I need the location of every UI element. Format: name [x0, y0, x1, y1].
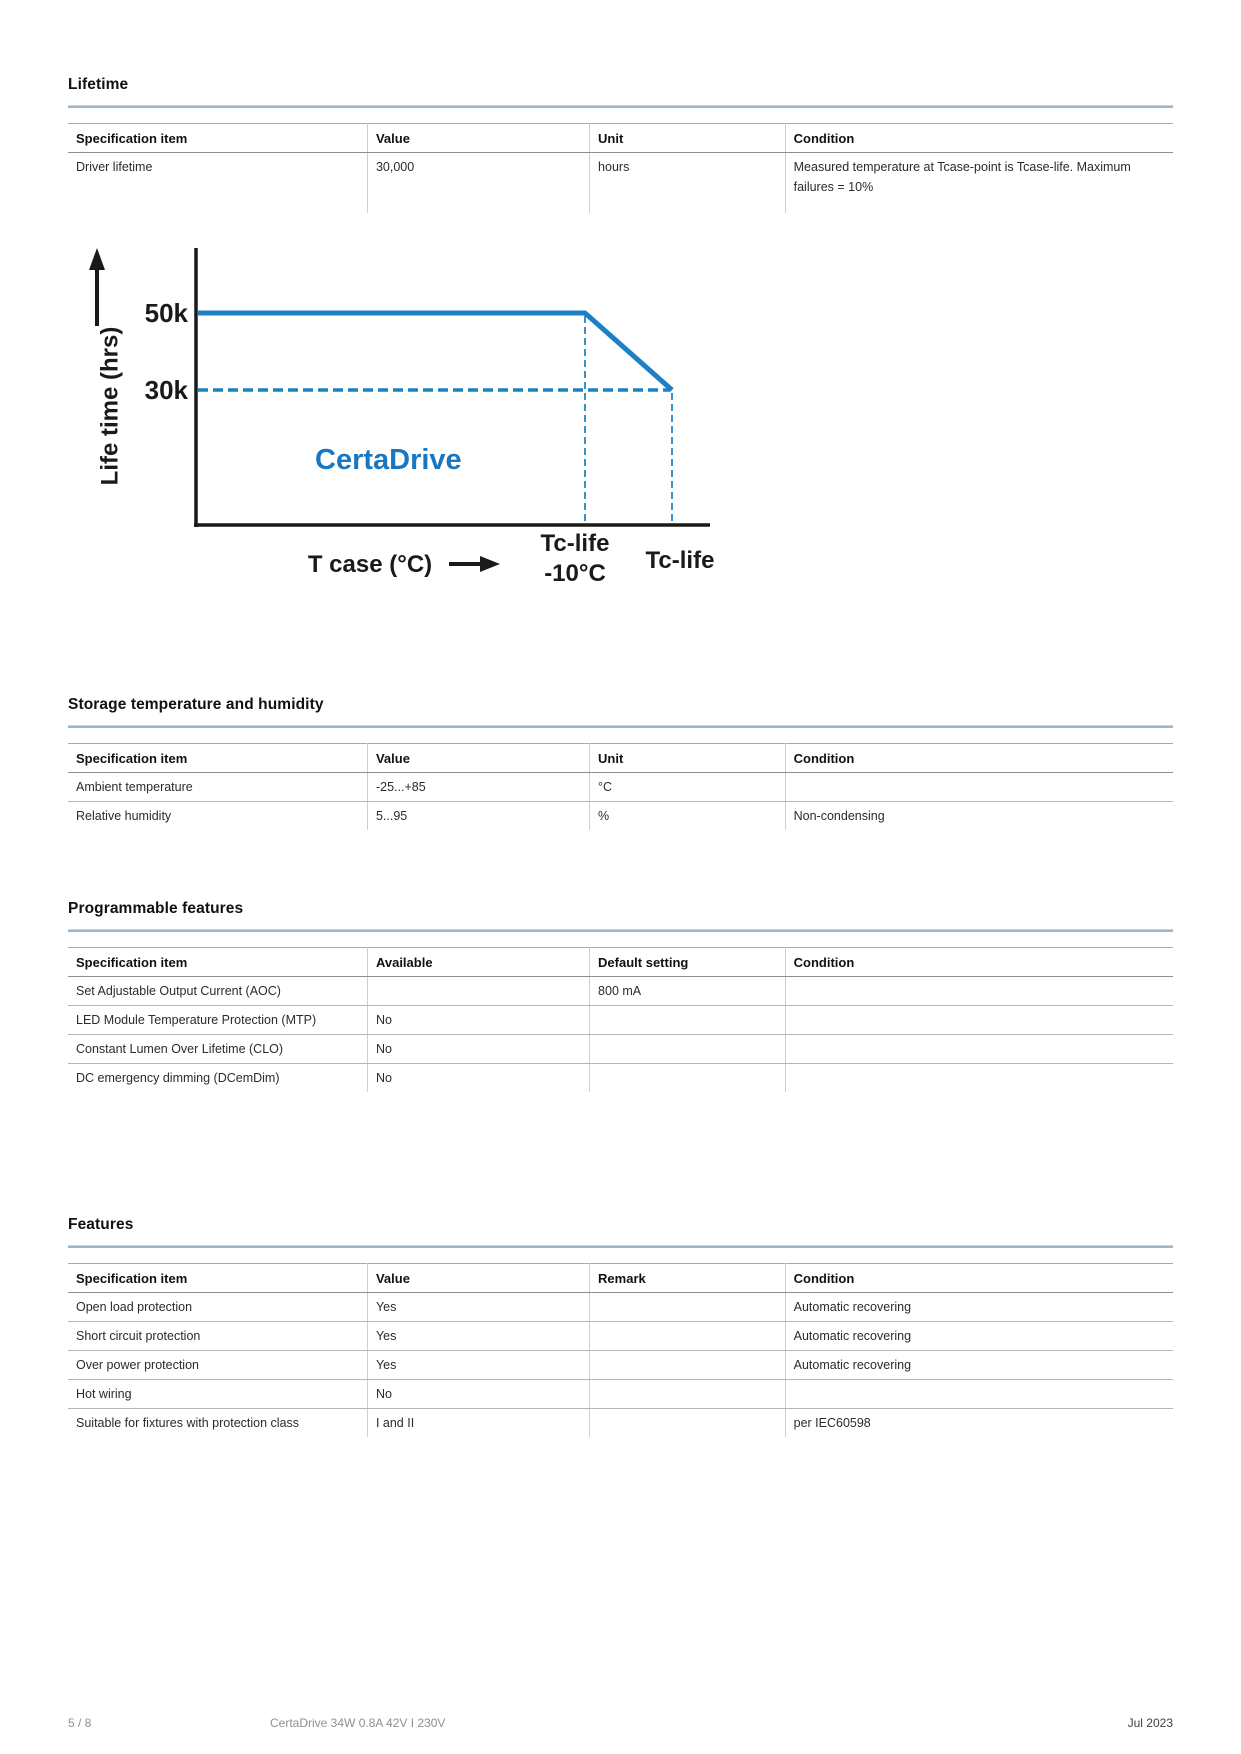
- table-cell: Hot wiring: [68, 1380, 367, 1409]
- table-cell: %: [590, 802, 786, 831]
- programmable-features-table: [68, 947, 1173, 1092]
- y-tick-50k: 50k: [144, 298, 188, 328]
- x-axis-label: T case (°C): [307, 551, 433, 578]
- section-programmable-features: [68, 899, 1173, 1092]
- table-cell: hours: [590, 153, 786, 214]
- column-header: Specification item: [68, 948, 367, 977]
- table-header-row: [68, 1264, 1173, 1293]
- table-cell: Yes: [367, 1351, 589, 1380]
- table-cell: Yes: [367, 1322, 589, 1351]
- table-cell: Ambient temperature: [68, 773, 367, 802]
- features-table: [68, 1263, 1173, 1437]
- lifetime-chart: [80, 228, 728, 611]
- table-cell: 30,000: [367, 153, 589, 214]
- section-divider: [68, 725, 1173, 728]
- column-header: Specification item: [68, 1264, 367, 1293]
- table-row: [68, 1380, 1173, 1409]
- table-cell: Constant Lumen Over Lifetime (CLO): [68, 1035, 367, 1064]
- table-cell: Open load protection: [68, 1293, 367, 1322]
- marker-tclife-minus10-label-line1: Tc-life: [540, 530, 610, 557]
- section-features: [68, 1215, 1173, 1437]
- table-cell: per IEC60598: [785, 1409, 1173, 1438]
- table-row: [68, 802, 1173, 831]
- table-row: [68, 1351, 1173, 1380]
- table-cell: Measured temperature at Tcase-point is Tcase-life. Maximum failures = 10%: [785, 153, 1173, 214]
- chart-watermark: CertaDrive: [315, 444, 462, 476]
- column-header: Value: [367, 124, 589, 153]
- table-row: [68, 773, 1173, 802]
- table-cell: I and II: [367, 1409, 589, 1438]
- section-divider: [68, 105, 1173, 108]
- column-header: Available: [367, 948, 589, 977]
- marker-tclife-minus10-label-line2: -10°C: [544, 560, 606, 587]
- table-cell: [785, 1064, 1173, 1093]
- table-cell: Short circuit protection: [68, 1322, 367, 1351]
- column-header: Value: [367, 744, 589, 773]
- column-header: Condition: [785, 124, 1173, 153]
- table-cell: [590, 1293, 786, 1322]
- section-divider: [68, 929, 1173, 932]
- table-cell: [590, 1064, 786, 1093]
- y-axis-label: Life time (hrs): [96, 326, 124, 486]
- table-cell: 800 mA: [590, 977, 786, 1006]
- table-row: [68, 1409, 1173, 1438]
- table-cell: No: [367, 1006, 589, 1035]
- table-header-row: [68, 744, 1173, 773]
- table-cell: No: [367, 1064, 589, 1093]
- footer-product-name: CertaDrive 34W 0.8A 42V I 230V: [270, 1716, 446, 1730]
- x-axis-arrow-icon: [449, 556, 500, 572]
- table-cell: Driver lifetime: [76, 160, 153, 174]
- column-header: Specification item: [68, 744, 367, 773]
- section-divider: [68, 1245, 1173, 1248]
- table-row: [68, 1064, 1173, 1093]
- column-header: Value: [367, 1264, 589, 1293]
- section-title: Lifetime: [68, 76, 129, 93]
- section-title: Programmable features: [68, 900, 244, 917]
- y-axis-arrow-icon: [89, 248, 105, 326]
- table-cell: [590, 1409, 786, 1438]
- page-number: 5 / 8: [68, 1716, 92, 1730]
- footer-date: Jul 2023: [1127, 1716, 1173, 1730]
- lifetime-table: [68, 123, 1173, 213]
- table-cell: °C: [590, 773, 786, 802]
- table-header-row: [68, 124, 1173, 153]
- table-cell: LED Module Temperature Protection (MTP): [68, 1006, 367, 1035]
- table-cell: Relative humidity: [76, 809, 172, 823]
- column-header: Condition: [785, 1264, 1173, 1293]
- table-cell: -25...+85: [367, 773, 589, 802]
- table-row: [68, 1006, 1173, 1035]
- table-cell: [590, 1322, 786, 1351]
- table-cell: [590, 1006, 786, 1035]
- table-cell: [785, 977, 1173, 1006]
- column-header: Remark: [590, 1264, 786, 1293]
- y-tick-30k: 30k: [144, 375, 188, 405]
- table-cell: [785, 1035, 1173, 1064]
- table-cell: Yes: [367, 1293, 589, 1322]
- table-cell: Automatic recovering: [785, 1322, 1173, 1351]
- table-cell: [590, 1351, 786, 1380]
- table-row: [68, 977, 1173, 1006]
- column-header: Specification item: [68, 124, 367, 153]
- column-header: Unit: [590, 124, 786, 153]
- table-cell: [367, 977, 589, 1006]
- section-storage: [68, 695, 1173, 830]
- marker-tclife-label: Tc-life: [645, 547, 715, 574]
- column-header: Condition: [785, 744, 1173, 773]
- table-cell: [785, 1006, 1173, 1035]
- section-title: Features: [68, 1216, 134, 1233]
- table-cell: Over power protection: [68, 1351, 367, 1380]
- storage-table: [68, 743, 1173, 830]
- table-row: [68, 153, 1173, 214]
- table-cell: Non-condensing: [785, 802, 1173, 831]
- table-cell: [785, 773, 1173, 802]
- page-footer: [68, 1716, 1173, 1736]
- table-header-row: [68, 948, 1173, 977]
- table-cell: Automatic recovering: [785, 1293, 1173, 1322]
- section-lifetime: [68, 75, 1173, 213]
- table-row: [68, 1322, 1173, 1351]
- table-cell: [590, 1380, 786, 1409]
- table-cell: Set Adjustable Output Current (AOC): [68, 977, 367, 1006]
- section-title: Storage temperature and humidity: [68, 696, 324, 713]
- column-header: Default setting: [590, 948, 786, 977]
- column-header: Unit: [590, 744, 786, 773]
- table-cell: No: [367, 1380, 589, 1409]
- table-cell: [590, 1035, 786, 1064]
- lifetime-line: [198, 313, 672, 390]
- table-row: [68, 1035, 1173, 1064]
- table-row: [68, 1293, 1173, 1322]
- table-cell: Automatic recovering: [785, 1351, 1173, 1380]
- table-cell: Suitable for fixtures with protection class: [76, 1416, 300, 1430]
- table-cell: No: [367, 1035, 589, 1064]
- table-cell: [785, 1380, 1173, 1409]
- table-cell: DC emergency dimming (DCemDim): [76, 1071, 280, 1085]
- table-cell: 5...95: [367, 802, 589, 831]
- column-header: Condition: [785, 948, 1173, 977]
